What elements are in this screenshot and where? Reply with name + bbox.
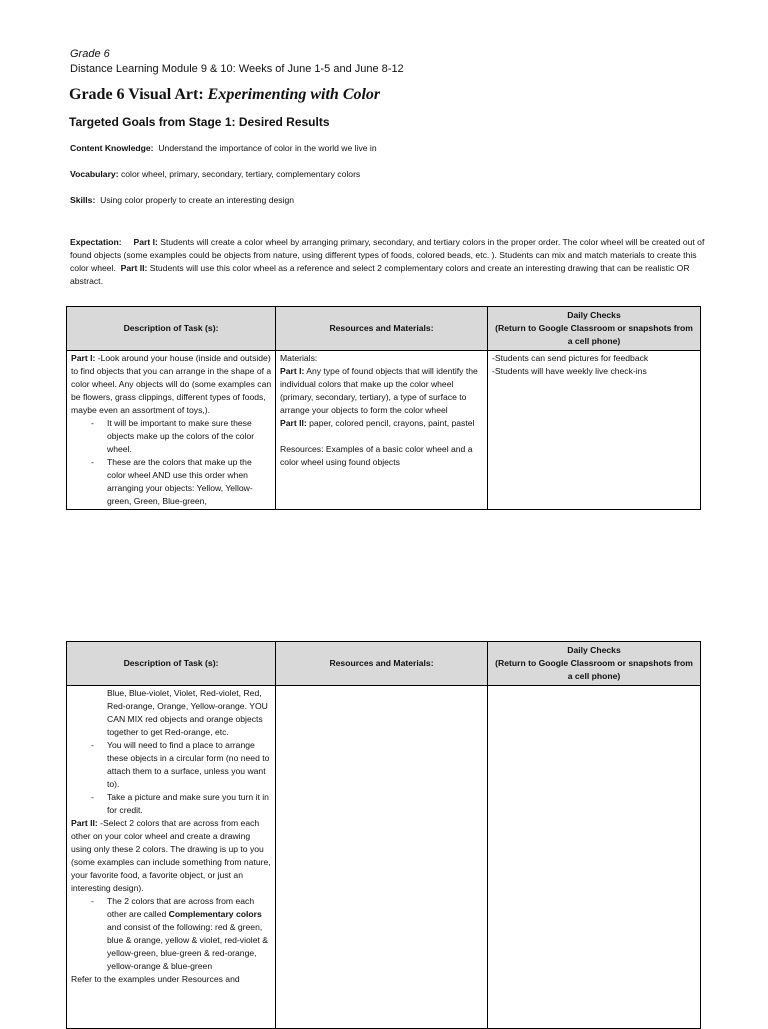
- complementary-bullet-list: [71, 895, 272, 973]
- daily-checks-title: Daily Checks: [567, 645, 621, 655]
- daily-checks-title: Daily Checks: [567, 310, 621, 320]
- materials-part2: [280, 417, 484, 430]
- daily-checks-subtitle: (Return to Google Classroom or snapshots from a cell phone): [495, 658, 693, 681]
- page-title: [69, 86, 380, 104]
- resources-cell: [276, 351, 488, 510]
- task-part2-text: -Select 2 colors that are across from each other on your color wheel and create a drawing using only these 2 colors. The drawing is up to you (some examples can include something from nature, your favorite food, a favorite object, or just an interesting design).: [71, 818, 271, 893]
- title-italic: Experimenting with Color: [207, 86, 381, 103]
- skills-label: Skills:: [70, 195, 96, 205]
- header-resources: Resources and Materials:: [276, 307, 488, 351]
- list-item: - Take a picture and make sure you turn it in for credit.: [91, 791, 272, 817]
- skills: [70, 194, 710, 207]
- expectation-part1-text: Students will create a color wheel by arranging primary, secondary, and tertiary colors in the proper order. The color wheel will be created out of found objects (some examples could be objects from nature, using different types of foods, colored beads, etc. ). Students can mix and match materials to create this color wheel.: [70, 237, 705, 273]
- task-part1-text: -Look around your house (inside and outside) to find objects that you can arrange in the shape of a color wheel. Any objects will do (some examples can be flowers, grass clippings, different types of foods, maybe even an assortment of toys,).: [71, 353, 272, 415]
- resources-cell-empty: [276, 686, 488, 1029]
- task-part1: [71, 352, 272, 417]
- targeted-goals-heading: Targeted Goals from Stage 1: Desired Results: [69, 115, 330, 129]
- vocabulary-label: Vocabulary:: [70, 169, 119, 179]
- refer-text: Refer to the examples under Resources and: [71, 974, 240, 984]
- header-resources: Resources and Materials:: [276, 642, 488, 686]
- task-table-2: [66, 641, 701, 1029]
- materials-part2-text: paper, colored pencil, crayons, paint, pastel: [309, 418, 475, 428]
- list-item: - These are the colors that make up the color wheel AND use this order when arranging your objects: Yellow, Yellow-green, Green, Blue-green,: [91, 456, 272, 508]
- complementary-after: and consist of the following: red & green, blue & orange, yellow & violet, red-violet & yellow-green, blue-green & red-orange, yellow-orange & blue-green: [107, 922, 268, 971]
- daily-checks-subtitle: (Return to Google Classroom or snapshots from a cell phone): [495, 323, 693, 346]
- task-bullet-list: [71, 417, 272, 508]
- module-line: Distance Learning Module 9 & 10: Weeks of June 1-5 and June 8-12: [70, 63, 404, 75]
- list-item: - It will be important to make sure these objects make up the colors of the color wheel.: [91, 417, 272, 456]
- daily-check-item: -Students can send pictures for feedback: [492, 353, 649, 363]
- materials-label: Materials:: [280, 353, 318, 363]
- task-bullet-list: [71, 739, 272, 817]
- materials-part2-label: Part II:: [280, 418, 307, 428]
- daily-checks-cell: [488, 351, 701, 510]
- vocabulary: [70, 168, 710, 181]
- materials-part1-text: Any type of found objects that will identify the individual colors that make up the color wheel (primary, secondary, tertiary), a type of surface to arrange your objects to form the color wheel: [280, 366, 478, 415]
- vocabulary-text: color wheel, primary, secondary, tertiary, complementary colors: [120, 169, 361, 179]
- expectation-part1-label: Part I:: [133, 237, 158, 247]
- expectation-label: Expectation:: [70, 237, 122, 247]
- list-item: [91, 895, 272, 973]
- complementary-term: Complementary colors: [168, 909, 262, 919]
- materials-part1-label: Part I:: [280, 366, 305, 376]
- task-part1-label: Part I:: [71, 353, 96, 363]
- table-header-row: [67, 642, 701, 686]
- title-prefix: Grade 6 Visual Art:: [69, 86, 208, 103]
- grade-label: Grade 6: [70, 48, 110, 60]
- task-table-1: [66, 306, 701, 510]
- task-cell: [67, 351, 276, 510]
- table-header-row: [67, 307, 701, 351]
- expectation-part2-text: Students will use this color wheel as a reference and select 2 complementary colors and create an interesting drawing that can be realistic OR abstract.: [70, 263, 690, 286]
- daily-checks-cell-empty: [488, 686, 701, 1029]
- complementary-before: The 2 colors that are across from each other are called: [107, 896, 255, 919]
- skills-text: Using color properly to create an interesting design: [100, 195, 295, 205]
- table-row: [67, 686, 701, 1029]
- expectation-part2-label: Part II:: [120, 263, 148, 273]
- task-part2: [71, 817, 272, 895]
- content-knowledge-label: Content Knowledge:: [70, 143, 154, 153]
- materials-part1: [280, 365, 484, 417]
- header-daily-checks: [488, 642, 701, 686]
- table-row: [67, 351, 701, 510]
- header-daily-checks: [488, 307, 701, 351]
- daily-check-item: -Students will have weekly live check-ins: [492, 366, 647, 376]
- list-item: Blue, Blue-violet, Violet, Red-violet, Red, Red-orange, Orange, Yellow-orange. YOU CAN MIX red objects and orange objects together to get Red-orange, etc.: [107, 688, 268, 737]
- resources-text: Resources: Examples of a basic color wheel and a color wheel using found objects: [280, 444, 473, 467]
- header-task: Description of Task (s):: [67, 307, 276, 351]
- content-knowledge: [70, 142, 710, 155]
- task-bullet-continued: [71, 687, 272, 739]
- task-part2-label: Part II:: [71, 818, 98, 828]
- list-item: - You will need to find a place to arrange these objects in a circular form (no need to attach them to a surface, unless you want to).: [91, 739, 272, 791]
- header-task: Description of Task (s):: [67, 642, 276, 686]
- content-knowledge-text: Understand the importance of color in the world we live in: [158, 143, 377, 153]
- expectation-paragraph: [70, 236, 710, 288]
- task-cell-continued: [67, 686, 276, 1029]
